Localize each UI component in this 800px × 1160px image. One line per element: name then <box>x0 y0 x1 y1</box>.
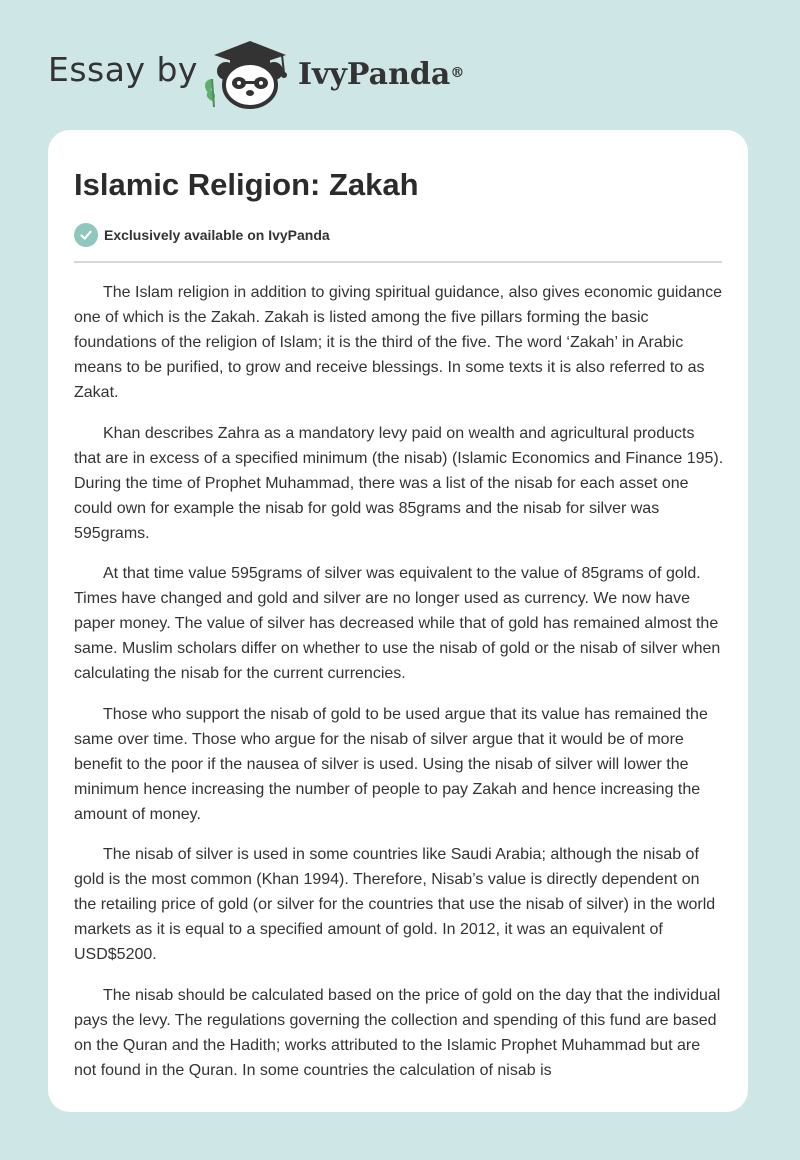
check-circle-icon <box>74 223 98 247</box>
essay-title: Islamic Religion: Zakah <box>74 167 419 202</box>
badge-label: Exclusively available on IvyPanda <box>104 227 330 243</box>
registered-mark: ® <box>450 65 465 81</box>
essay-card <box>48 130 748 1112</box>
essay-by-label: Essay by <box>48 50 198 89</box>
paragraph: Khan describes Zahra as a mandatory levy paid on wealth and agricultural products that are in excess of a specified minimum (the nisab) (Islamic Economics and Finance 195). During the time of Prophet Muhammad, there was a list of the nisab for each asset one could own for example the nisab for gold was 85grams and the nisab for silver was 595grams. <box>74 424 724 542</box>
paragraph: The nisab should be calculated based on the price of gold on the day that the individual pays the levy. The regulations governing the collection and spending of this fund are based on the Quran and the Hadith; works attributed to the Islamic Prophet Muhammad but are not found in the Quran. In some countries the calculation of nisab is <box>74 986 721 1079</box>
title-divider <box>74 261 722 263</box>
paragraph: The Islam religion in addition to giving spiritual guidance, also gives economic guidance one of which is the Zakah. Zakah is listed among the five pillars forming the basic foundations of the religion of Islam; it is the third of the five. The word ‘Zakah’ in Arabic means to be purified, to grow and receive blessings. In some texts it is also referred to as Zakat. <box>74 284 723 401</box>
paragraph: Those who support the nisab of gold to be used argue that its value has remained the same over time. Those who argue for the nisab of silver argue that it would be of more benefit to the poor if the nausea of silver is used. Using the nisab of silver will lower the minimum hence increasing the number of people to pay Zakah and hence increasing the amount of money. <box>74 705 708 823</box>
availability-badge <box>74 222 330 248</box>
paragraph: At that time value 595grams of silver was equivalent to the value of 85grams of gold. Times have changed and gold and silver are no longer used as currency. We now have paper money. The value of silver has decreased while that of gold has remained almost the same. Muslim scholars differ on whether to use the nisab of gold or the nisab of silver when calculating the nisab for the current currencies. <box>74 565 721 682</box>
essay-body <box>74 280 724 1098</box>
site-header <box>0 0 800 125</box>
brand-name[interactable] <box>298 55 464 95</box>
paragraph: The nisab of silver is used in some countries like Saudi Arabia; although the nisab of gold is the most common (Khan 1994). Therefore, Nisab’s value is directly dependent on the retailing price of gold (or silver for the countries that use the nisab of silver) in the world markets as it is equal to a specified amount of gold. In 2012, it was an equivalent of USD$5200. <box>74 846 716 963</box>
panda-graduate-icon[interactable] <box>200 35 296 110</box>
brand-text: IvyPanda <box>298 57 451 92</box>
